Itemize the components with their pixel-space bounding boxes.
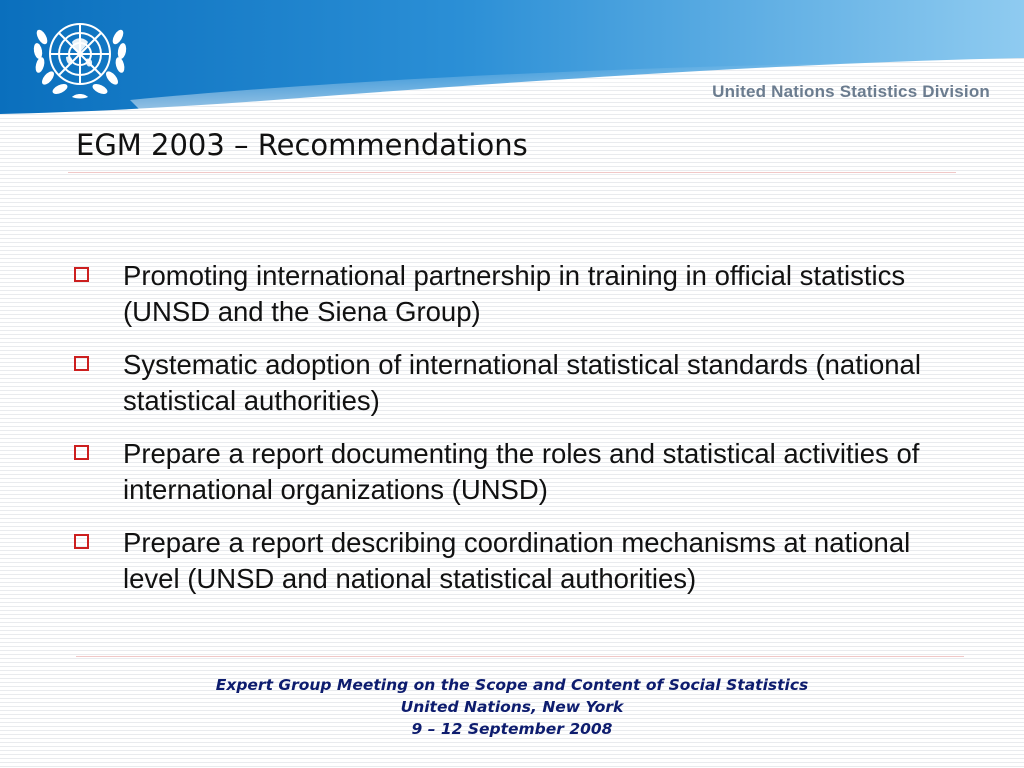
bullet-text: Promoting international partnership in training in official statistics (UNSD and the Siena Group) bbox=[123, 260, 906, 327]
un-emblem-icon bbox=[28, 9, 132, 105]
org-name: United Nations Statistics Division bbox=[712, 82, 990, 101]
bullet-item bbox=[72, 525, 952, 597]
bullet-item bbox=[72, 258, 952, 330]
slide-title: EGM 2003 – Recommendations bbox=[76, 128, 528, 162]
footer-dates: 9 – 12 September 2008 bbox=[411, 720, 613, 738]
bullet-item bbox=[72, 347, 952, 419]
bullet-text: Prepare a report documenting the roles and statistical activities of international organizations (UNSD) bbox=[123, 438, 920, 505]
bullet-text: Prepare a report describing coordination mechanisms at national level (UNSD and national statistical authorities) bbox=[123, 527, 911, 594]
footer-event-name: Expert Group Meeting on the Scope and Content of Social Statistics bbox=[215, 676, 809, 694]
bullet-item bbox=[72, 436, 952, 508]
hollow-square-bullet-icon bbox=[74, 445, 89, 460]
slide-footer bbox=[0, 674, 1024, 740]
footer-divider bbox=[76, 656, 964, 657]
slide-header bbox=[0, 0, 1024, 120]
hollow-square-bullet-icon bbox=[74, 534, 89, 549]
hollow-square-bullet-icon bbox=[74, 356, 89, 371]
bullet-list bbox=[72, 258, 952, 614]
hollow-square-bullet-icon bbox=[74, 267, 89, 282]
bullet-text: Systematic adoption of international statistical standards (national statistical authorities) bbox=[123, 349, 921, 416]
footer-location: United Nations, New York bbox=[400, 698, 624, 716]
header-band bbox=[0, 0, 1024, 120]
title-divider bbox=[68, 172, 956, 173]
